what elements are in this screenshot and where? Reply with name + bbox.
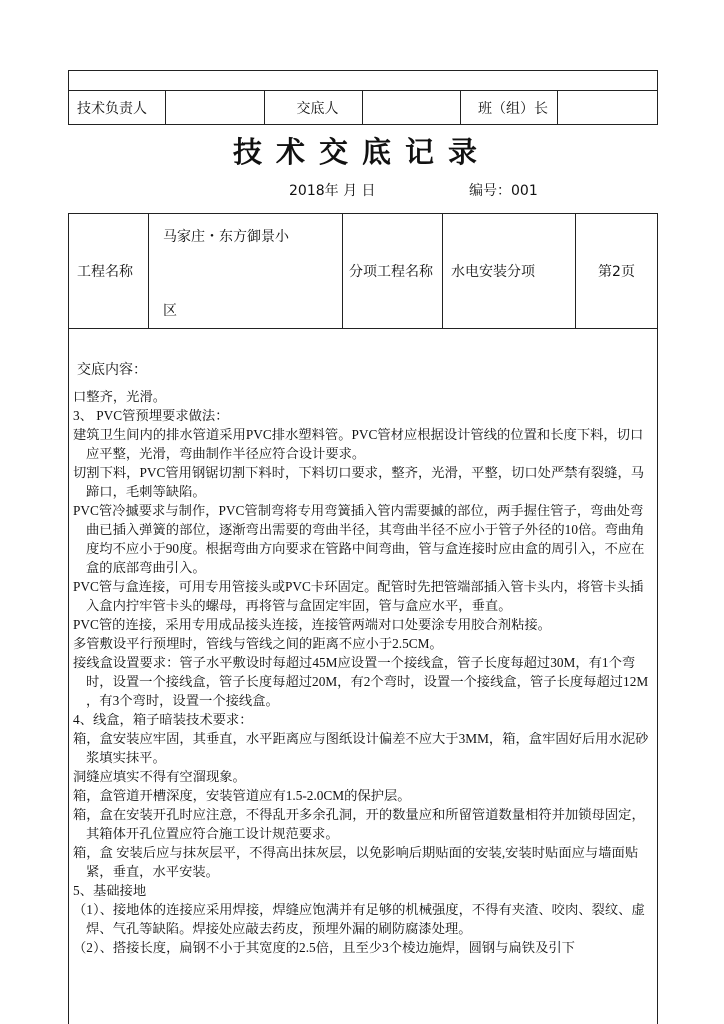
content-paragraph: 箱，盒管道开槽深度，安装管道应有1.5-2.0CM的保护层。 <box>73 788 411 803</box>
project-info-row <box>69 214 658 329</box>
content-paragraph: 箱，盒 安装后应与抹灰层平，不得高出抹灰层，以免影响后期贴面的安装,安装时贴面应与墙面贴紧，垂直，水平安装。 <box>73 845 639 879</box>
tech-lead-label: 技术负责人 <box>69 91 166 125</box>
content-paragraph: （2）、搭接长度，扁钢不小于其宽度的2.5倍，且至少3个棱边施焊，圆钢与扁铁及引下 <box>73 940 575 955</box>
handover-record-table <box>68 213 658 1024</box>
content-paragraph: 箱，盒安装应牢固，其垂直，水平距离应与图纸设计偏差不应大于3MM，箱，盒牢固好后用水泥砂浆填实抹平。 <box>73 731 649 765</box>
document-number: 编号：001 <box>469 183 538 199</box>
content-paragraph: 切割下料，PVC管用钢锯切割下料时，下料切口要求，整齐，光滑，平整，切口处严禁有裂缝，马蹄口，毛刺等缺陷。 <box>73 465 645 499</box>
tech-lead-value <box>166 91 265 125</box>
content-paragraph: 3、 PVC管预埋要求做法： <box>73 408 229 423</box>
content-paragraph: 箱，盒在安装开孔时应注意，不得乱开多余孔洞，开的数量应和所留管道数量相符并加锁母固定，其箱体开孔位置应符合施工设计规范要求。 <box>73 807 645 841</box>
page-number: 第2页 <box>576 214 658 329</box>
subproject-name-label: 分项工程名称 <box>343 214 443 329</box>
content-paragraph: 口整齐，光滑。 <box>73 389 167 404</box>
document-date: 2018年 月 日 <box>289 183 376 199</box>
signature-table-top-row <box>69 71 658 91</box>
content-paragraph: 5、基础接地 <box>73 883 147 898</box>
content-paragraph: 多管敷设平行预埋时，管线与管线之间的距离不应小于2.5CM。 <box>73 636 443 651</box>
content-paragraph: （1）、接地体的连接应采用焊接，焊缝应饱满并有足够的机械强度，不得有夹渣、咬肉、裂纹、虚焊、气孔等缺陷。焊接处应敲去药皮，预埋外漏的刷防腐漆处理。 <box>73 902 645 936</box>
handover-person-label: 交底人 <box>265 91 363 125</box>
project-name-label: 工程名称 <box>69 214 149 329</box>
content-paragraph: PVC管冷摵要求与制作，PVC管制弯将专用弯簧插入管内需要摵的部位，两手握住管子，弯曲处弯曲已插入弹簧的部位，逐渐弯出需要的弯曲半径，其弯曲半径不应小于管子外径的10倍。弯曲角度均不应小于90度。根据弯曲方向要求在管路中间弯曲，管与盒连接时应由盒的周引入，不应在盒的底部弯曲引入。 <box>73 503 645 575</box>
content-paragraph: 建筑卫生间内的排水管道采用PVC排水塑料管。PVC管材应根据设计管线的位置和长度下料，切口应平整，光滑，弯曲制作半径应符合设计要求。 <box>73 427 644 461</box>
content-heading: 交底内容： <box>77 362 147 378</box>
team-leader-label: 班（组）长 <box>461 91 558 125</box>
signature-table <box>68 70 658 125</box>
project-name-line-1: 马家庄・东方御景小 <box>163 229 289 245</box>
content-paragraph: 洞缝应填实不得有空溜现象。 <box>73 769 246 784</box>
team-leader-value <box>558 91 658 125</box>
handover-person-value <box>363 91 461 125</box>
signature-row <box>69 91 658 125</box>
content-paragraph: 接线盒设置要求：管子水平敷设时每超过45M应设置一个接线盒，管子长度每超过30M，有1个弯时，设置一个接线盒，管子长度每超过20M，有2个弯时，设置一个接线盒，管子长度每超过12M ，有3个弯时，设置一个接线盒。 <box>73 655 649 708</box>
project-name-line-2: 区 <box>163 303 177 319</box>
content-body <box>73 387 655 957</box>
document-title: 技术交底记录 <box>232 135 491 169</box>
project-name-value <box>149 214 343 329</box>
content-cell <box>69 329 658 1024</box>
content-row <box>69 329 658 1024</box>
subproject-name-value: 水电安装分项 <box>443 214 576 329</box>
content-paragraph: PVC管的连接，采用专用成品接头连接，连接管两端对口处要涂专用胶合剂粘接。 <box>73 617 551 632</box>
content-paragraph: PVC管与盒连接，可用专用管接头或PVC卡环固定。配管时先把管端部插入管卡头内，将管卡头插入盒内拧牢管卡头的螺母，再将管与盒固定牢固，管与盒应水平，垂直。 <box>73 579 644 613</box>
content-paragraph: 4、线盒，箱子暗装技术要求： <box>73 712 253 727</box>
